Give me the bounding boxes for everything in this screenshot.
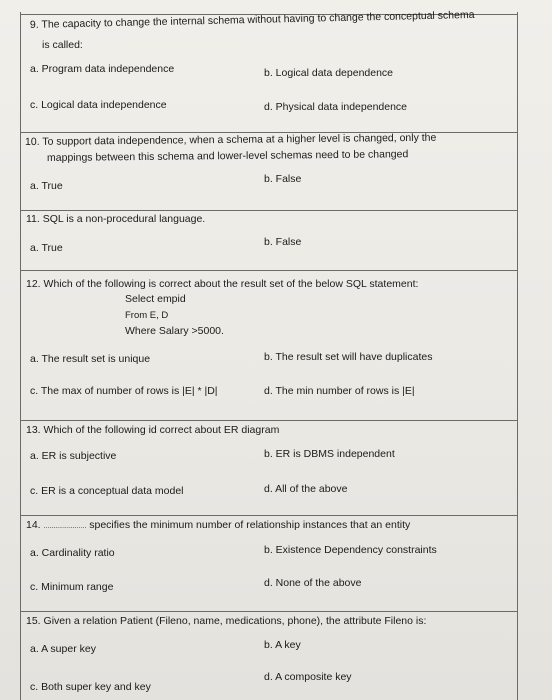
option-d: d. A composite key [264,671,352,683]
question-11 [20,210,518,270]
option-c: c. ER is a conceptual data model [30,485,184,497]
option-b: b. The result set will have duplicates [264,351,433,363]
question-stem: The capacity to change the internal schema without having to change the conceptual schema [41,8,475,31]
option-c: c. The max of number of rows is |E| * |D| [30,385,218,397]
fill-in-blank: ...................... [43,523,87,530]
question-14 [20,515,518,611]
question-stem: specifies the minimum number of relationship instances that an entity [89,519,411,531]
option-d: d. Physical data independence [264,101,408,113]
option-c: c. Both super key and key [30,681,151,693]
option-d: d. All of the above [264,483,348,495]
option-c: c. Minimum range [30,581,114,593]
option-a: a. A super key [30,643,96,655]
question-number: 15. [26,615,41,627]
question-10 [20,132,518,210]
option-b: b. Logical data dependence [264,67,394,79]
question-number: 10. [24,135,40,148]
question-number: 11. [26,213,40,225]
question-number: 12. [26,278,41,290]
question-stem: Which of the following is correct about the result set of the below SQL statement: [43,278,419,290]
question-number: 9. [29,18,39,31]
question-number: 14. [26,519,41,531]
question-stem: SQL is a non-procedural language. [42,213,206,225]
question-15 [20,611,518,700]
option-b: b. ER is DBMS independent [264,448,395,460]
question-12 [20,270,518,420]
question-number: 13. [26,424,41,436]
option-c: c. Logical data independence [30,99,167,111]
sql-where-line: Where Salary >5000. [125,325,224,337]
option-a: a. ER is subjective [30,450,117,462]
option-b: b. False [264,173,302,185]
option-d: d. The min number of rows is |E| [264,385,415,397]
sql-from-line: From E, D [125,310,169,321]
option-a: a. Program data independence [30,63,175,75]
question-stem: Given a relation Patient (Fileno, name, medications, phone), the attribute Fileno is: [43,615,427,627]
question-stem-continued: mappings between this schema and lower-level schemas need to be changed [46,148,409,164]
option-b: b. A key [264,639,301,651]
question-stem: Which of the following id correct about ER diagram [43,424,280,436]
question-stem-continued: is called: [42,39,83,51]
option-a: a. Cardinality ratio [30,547,115,559]
option-a: a. The result set is unique [30,353,151,365]
option-a: a. True [30,242,63,254]
question-13 [20,420,518,515]
option-b: b. False [264,236,302,248]
question-stem: To support data independence, when a schema at a higher level is changed, only the [42,131,437,148]
option-b: b. Existence Dependency constraints [264,544,437,556]
option-d: d. None of the above [264,577,362,589]
question-9 [20,8,518,132]
sql-select-line: Select empid [125,293,186,305]
option-a: a. True [30,180,63,192]
